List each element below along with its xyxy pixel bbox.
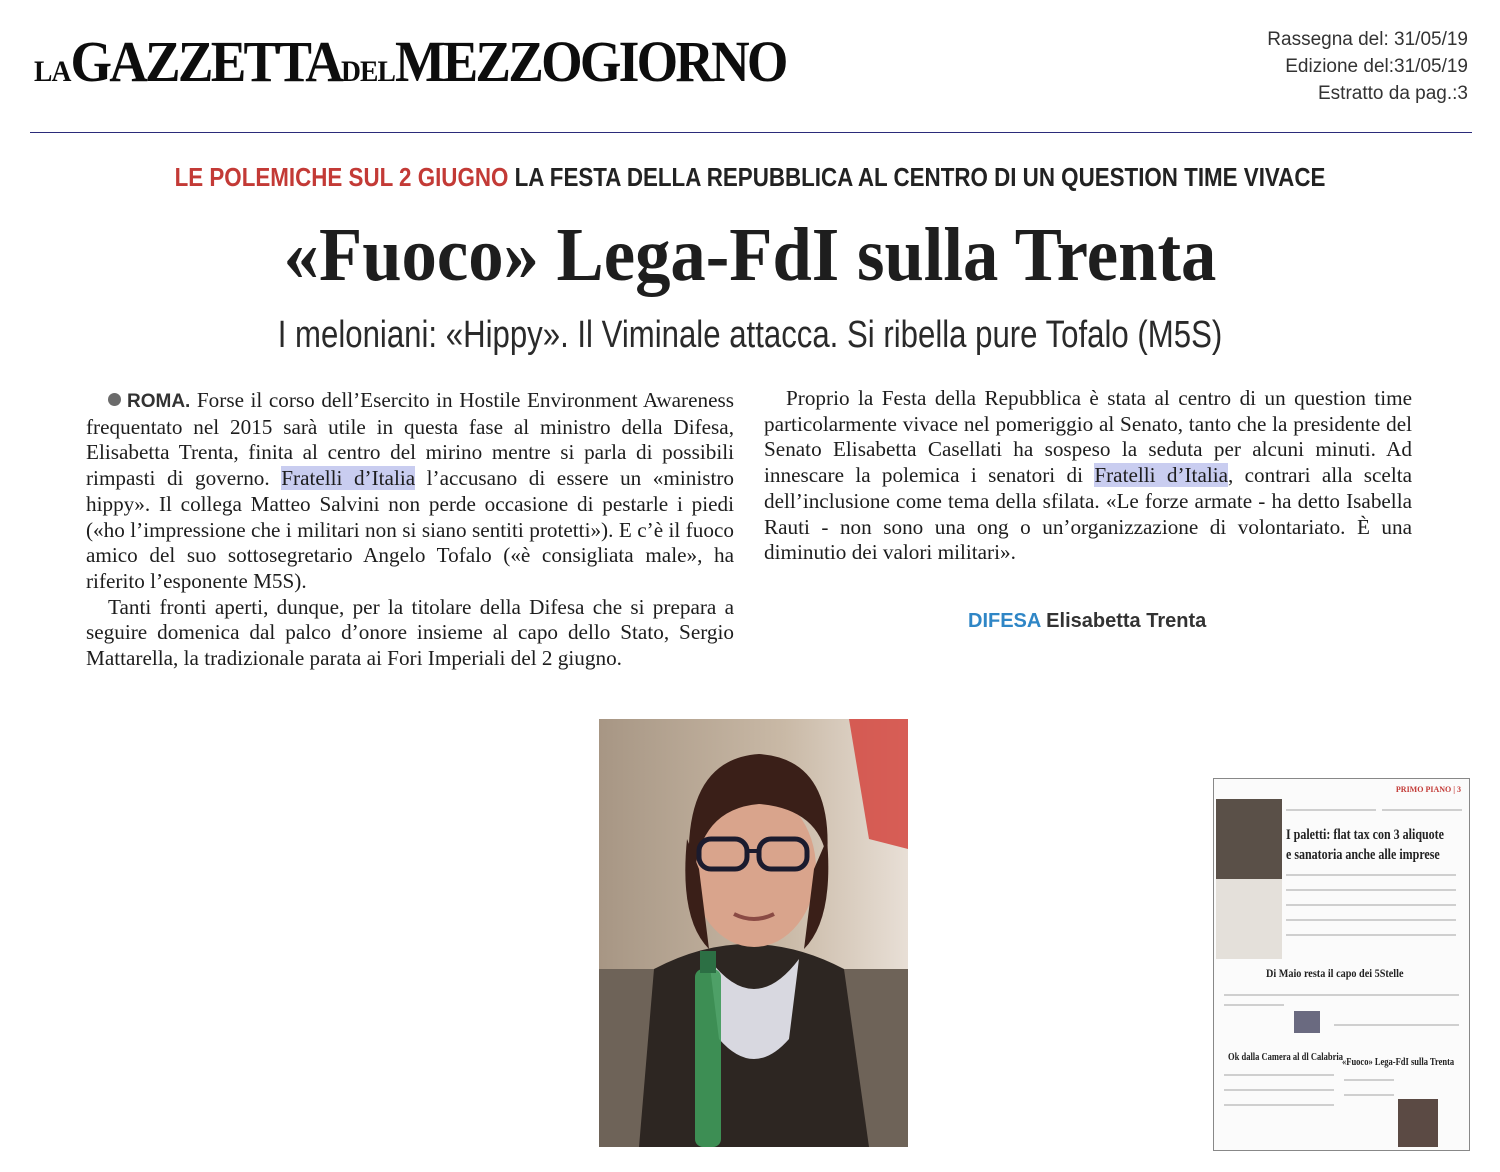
thumbnail-text-line — [1224, 1089, 1334, 1091]
masthead-part-gazzetta: GAZZETTA — [70, 29, 342, 94]
column-2-paragraph-1 — [764, 386, 1412, 566]
thumbnail-box — [1216, 879, 1282, 959]
paragraph-text: Proprio la Festa della Repubblica è stata al centro di un question time particolarmente vivace nel pomeriggio al Senato, tanto che la presidente del Senato Elisabetta Casellati ha sospeso la seduta per alcuni minuti. Ad innescare la polemica i senatori di — [764, 386, 1412, 488]
thumbnail-headline-3: Di Maio resta il capo dei 5Stelle — [1266, 966, 1404, 980]
thumbnail-text-line — [1224, 1004, 1284, 1006]
thumbnail-photo-3 — [1398, 1099, 1438, 1147]
column-1-paragraph-1 — [86, 388, 734, 595]
paragraph-text: l’accusano di essere un «ministro hippy». Il collega Matteo Salvini non perde occasione di pestarle i piedi («ho l’impressione che i militari non si siano sentiti protetti»). E c’è il fuoco amico del suo sottosegretario Angelo Tofalo («è consigliata male», ha riferito l’esponente M5S). — [86, 466, 735, 593]
thumbnail-text-line — [1224, 1104, 1334, 1106]
kicker-summary: LA FESTA DELLA REPUBBLICA AL CENTRO DI UN QUESTION TIME VIVACE — [514, 162, 1326, 192]
kicker-topic: LE POLEMICHE SUL 2 GIUGNO — [174, 162, 509, 192]
thumbnail-text-line — [1344, 1079, 1394, 1081]
thumbnail-text-line — [1224, 1074, 1334, 1076]
column-1-paragraph-2: Tanti fronti aperti, dunque, per la titolare della Difesa che si prepara a seguire domenica dal palco d’onore insieme al capo dello Stato, Sergio Mattarella, la tradizionale parata ai Fori Imperiali del 2 giugno. — [86, 594, 734, 671]
article-kicker — [105, 162, 1395, 193]
portrait-photo — [599, 719, 908, 1147]
thumbnail-headline-1: I paletti: flat tax con 3 aliquote — [1286, 827, 1444, 843]
masthead-logo — [34, 22, 786, 112]
article-column-1 — [86, 388, 734, 672]
thumbnail-section: PRIMO PIANO | 3 — [1395, 785, 1461, 794]
bullet-dot-icon — [108, 393, 121, 406]
paragraph-text: , contrari alla scelta dell’inclusione come tema della sfilata. «Le forze armate - ha detto Isabella Rauti - non sono una ong o un’organizzazione di volontariato. È una diminutio dei valori militari». — [764, 463, 1412, 565]
thumbnail-text-line — [1286, 889, 1456, 891]
estratto-page: Estratto da pag.:3 — [1318, 83, 1468, 104]
thumbnail-text-line — [1286, 919, 1456, 921]
masthead-part-del: DEL — [341, 55, 395, 88]
thumbnail-text-line — [1344, 1094, 1394, 1096]
thumbnail-photo-2 — [1294, 1011, 1320, 1033]
dateline-city: ROMA. — [127, 391, 191, 412]
thumbnail-headline-5: «Fuoco» Lega-FdI sulla Trenta — [1342, 1057, 1455, 1068]
paragraph-text: Forse il corso dell’Esercito in Hostile Environment Awareness frequentato nel 2015 sarà utile in questa fase al ministro della Difesa, Elisabetta Trenta, finita al centro del mirino mentre si parla di possibili rimpasti di governo. — [86, 388, 734, 491]
caption-name: Elisabetta Trenta — [1040, 610, 1207, 632]
thumbnail-text-line — [1382, 809, 1462, 811]
page-thumbnail — [1213, 778, 1470, 1151]
press-review-meta — [1267, 26, 1468, 107]
article-headline: «Fuoco» Lega-FdI sulla Trenta — [283, 213, 1217, 297]
portrait-illustration — [599, 719, 908, 1147]
rassegna-date: Rassegna del: 31/05/19 — [1267, 29, 1468, 50]
highlighted-term: Fratelli d’Italia — [1094, 463, 1229, 488]
highlighted-term: Fratelli d’Italia — [281, 466, 416, 491]
thumbnail-text-line — [1334, 1024, 1459, 1026]
article-subhead: I meloniani: «Hippy». Il Viminale attacca. Si ribella pure Tofalo (M5S) — [277, 314, 1223, 356]
thumbnail-photo-1 — [1216, 799, 1282, 879]
photo-caption — [968, 610, 1206, 633]
masthead-part-la: LA — [34, 55, 71, 88]
caption-label: DIFESA — [968, 610, 1041, 632]
thumbnail-text-line — [1286, 934, 1456, 936]
thumbnail-headline-2: e sanatoria anche alle imprese — [1286, 847, 1440, 863]
article-column-2 — [764, 386, 1412, 566]
edizione-date: Edizione del:31/05/19 — [1285, 56, 1468, 77]
masthead-part-mezzogiorno: MEZZOGIORNO — [394, 29, 786, 94]
thumbnail-text-line — [1286, 809, 1376, 811]
header-divider — [30, 132, 1472, 133]
thumbnail-text-line — [1224, 994, 1459, 996]
thumbnail-text-line — [1286, 904, 1456, 906]
thumbnail-headline-4: Ok dalla Camera al dl Calabria — [1228, 1052, 1344, 1063]
thumbnail-text-line — [1286, 874, 1456, 876]
